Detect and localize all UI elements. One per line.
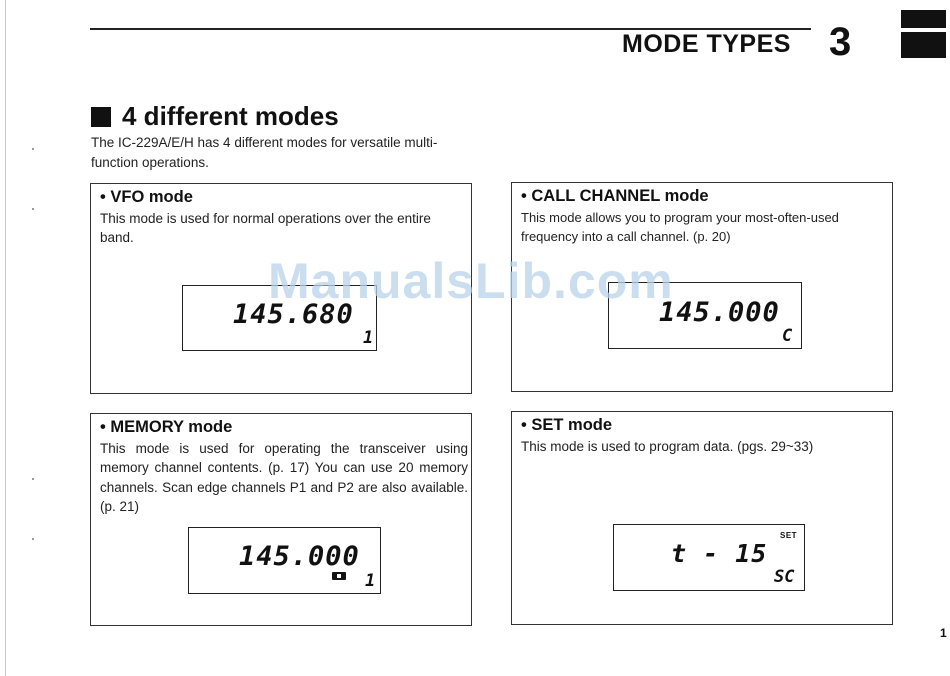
set-mode-description: This mode is used to program data. (pgs. 29~33) [521,439,814,454]
set-mode-box [511,411,893,625]
lcd-frequency: 145.000 [239,541,360,572]
vfo-mode-title: • VFO mode [100,188,193,206]
section-title: MODE TYPES [622,30,791,58]
main-heading-text: 4 different modes [122,101,339,131]
lcd-set-indicator: SC [774,567,795,587]
memory-mode-title: • MEMORY mode [100,418,233,436]
page-number: 1 [940,626,947,640]
margin-dot [32,208,34,210]
call-channel-mode-title: • CALL CHANNEL mode [521,187,709,205]
margin-dot [32,538,34,540]
vfo-mode-description: This mode is used for normal operations over the entire band. [100,211,431,246]
intro-paragraph: The IC-229A/E/H has 4 different modes for versatile multi-function operations. [91,135,438,170]
memory-icon [332,572,346,580]
lcd-channel-indicator: 1 [365,571,376,591]
main-heading [91,101,339,132]
square-bullet-icon [91,107,111,127]
chapter-tab-marker [901,10,946,28]
margin-dot [32,478,34,480]
watermark: ManualsLib.com [268,253,674,309]
lcd-channel-indicator: 1 [363,328,374,348]
margin-dot [32,148,34,150]
set-mode-title: • SET mode [521,416,613,434]
lcd-frequency: 145.680 [233,299,354,330]
lcd-set-value: t - 15 [671,539,768,568]
memory-mode-box [90,413,472,626]
set-lcd-display [613,524,805,591]
lcd-call-indicator: C [782,326,793,346]
page-edge-line [5,0,6,676]
memory-mode-description: This mode is used for operating the transceiver using memory channel contents. (p. 17) You can use 20 memory channels. Scan edge channels P1 and P2 are also available. (p. 21) [100,441,468,514]
lcd-set-label: SET [780,531,798,540]
lcd-frequency: 145.000 [659,297,780,328]
chapter-tab-marker [901,32,946,58]
section-number: 3 [829,20,852,64]
call-channel-mode-description: This mode allows you to program your most-often-used frequency into a call channel. (p. 20) [521,210,839,245]
memory-lcd-display [188,527,381,594]
